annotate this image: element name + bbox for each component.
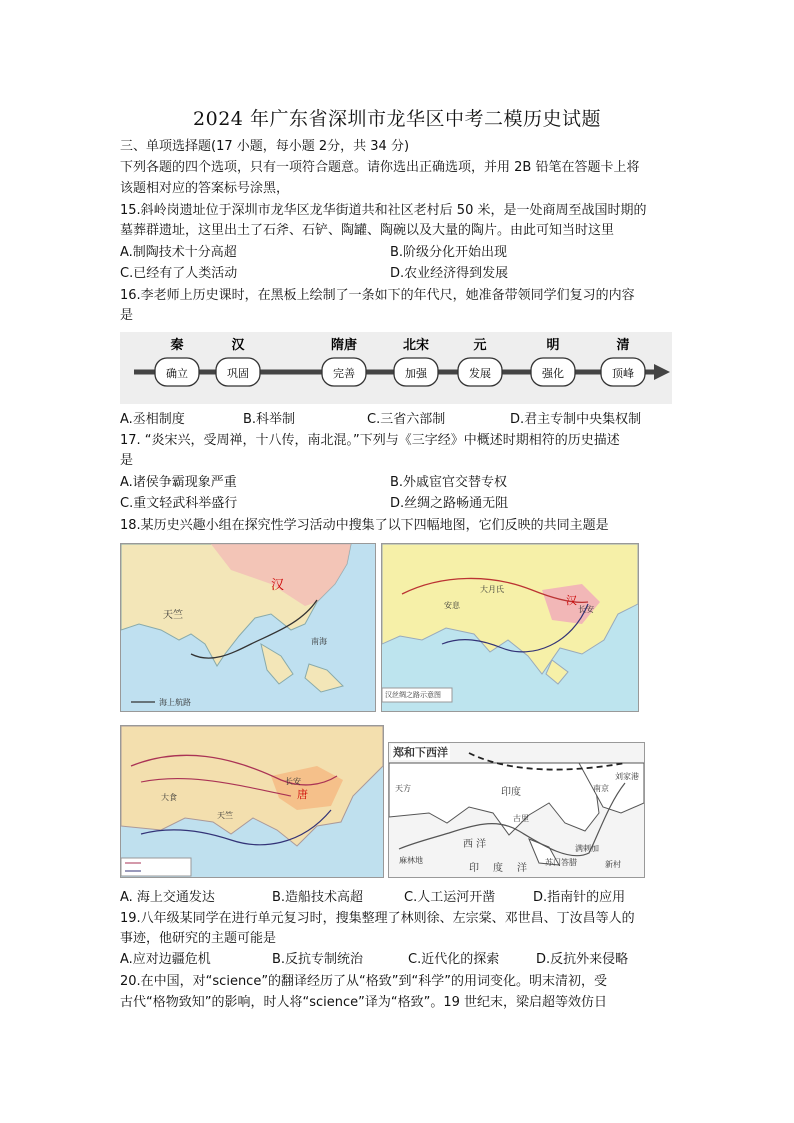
map-sea-route: [120, 543, 376, 712]
map2-caption: 汉丝绸之路示意图: [385, 691, 441, 699]
section-heading: 三、单项选择题(17 小题，每小题 2分，共 34 分): [120, 139, 410, 154]
q19-stem-2: 事迹，他研究的主题可能是: [120, 931, 277, 946]
timeline-dynasty-label: 秦: [170, 338, 184, 353]
map3-label-tang: 唐: [297, 788, 308, 801]
map3-label-dashi: 大食: [161, 793, 177, 802]
q16-option-a: A.丞相制度: [120, 412, 185, 427]
timeline-stage-node: [394, 358, 438, 386]
q20-stem-2: 古代“格物致知”的影响，时人将“science”译为“格致”。19 世纪末，梁启超等效仿日: [120, 995, 607, 1010]
q18-option-d: D.指南针的应用: [533, 890, 626, 905]
q17-option-a: A.诸侯争霸现象严重: [120, 475, 237, 490]
q17-option-d: D.丝绸之路畅通无阻: [390, 496, 509, 511]
q15-stem-2: 墓葬群遗址，这里出土了石斧、石铲、陶罐、陶碗以及大量的陶片。由此可知当时这里: [120, 223, 615, 238]
q18-option-c: C.人工运河开凿: [404, 890, 496, 905]
instructions-line-1: 下列各题的四个选项，只有一项符合题意。请你选出正确选项，并用 2B 铅笔在答题卡上将: [120, 160, 640, 175]
timeline-stage-label: 完善: [333, 367, 355, 380]
map-zheng-he-voyages: [388, 742, 645, 878]
q16-option-d: D.君主专制中央集权制: [510, 412, 642, 427]
timeline-stage-label: 确立: [166, 367, 188, 380]
q19-option-d: D.反抗外来侵略: [536, 952, 629, 967]
timeline-stage-node: [601, 358, 645, 386]
q15-option-d: D.农业经济得到发展: [390, 266, 509, 281]
map4-label-xiyang: 西 洋: [463, 839, 487, 850]
map4-label-sumendala: 苏门答腊: [545, 858, 577, 867]
timeline-stage-label: 强化: [542, 367, 564, 380]
q16-option-b: B.科举制: [243, 412, 296, 427]
map4-label-yindu: 印度: [501, 787, 521, 798]
q19-option-c: C.近代化的探索: [408, 952, 500, 967]
q19-option-a: A.应对边疆危机: [120, 952, 211, 967]
map4-label-guli: 古里: [513, 814, 529, 823]
timeline-stage-node: [458, 358, 502, 386]
q19-stem-1: 19.八年级某同学在进行单元复习时，搜集整理了林则徐、左宗棠、邓世昌、丁汝昌等人的: [120, 911, 635, 926]
timeline-dynasty-label: 元: [473, 338, 487, 353]
map4-label-yang: 洋: [517, 863, 527, 874]
page-title: 2024 年广东省深圳市龙华区中考二模历史试题: [193, 108, 601, 130]
q17-stem-1: 17. “炎宋兴，受周禅，十八传，南北混。”下列与《三字经》中概述时期相符的历史描述: [120, 433, 620, 448]
q15-option-a: A.制陶技术十分高超: [120, 245, 237, 260]
timeline-dynasty-label: 明: [546, 338, 560, 353]
map2-label-dayuezhi: 大月氏: [480, 585, 504, 594]
timeline-dynasty-label: 北宋: [402, 338, 430, 353]
timeline-stage-label: 顶峰: [612, 367, 634, 380]
map2-label-anxi: 安息: [444, 601, 460, 610]
q16-stem-2: 是: [120, 308, 134, 323]
q15-option-c: C.已经有了人类活动: [120, 266, 238, 281]
q16-option-c: C.三省六部制: [367, 412, 446, 427]
map2-label-han: 汉: [566, 594, 577, 607]
map1-label-tianzhu: 天竺: [163, 610, 183, 621]
timeline-stage-label: 发展: [469, 367, 491, 380]
map4-label-nanjing: 南京: [593, 784, 609, 793]
timeline-dynasty-label: 汉: [231, 338, 245, 353]
timeline-dynasty-label: 隋唐: [330, 338, 358, 353]
q17-option-b: B.外戚宦官交替专权: [390, 475, 508, 490]
q19-option-b: B.反抗专制统治: [272, 952, 364, 967]
map4-label-xincun: 新村: [605, 860, 621, 869]
map4-label-du: 度: [493, 863, 503, 874]
map4-label-manlajia: 满剌加: [575, 844, 599, 853]
q15-stem-1: 15.斜岭岗遗址位于深圳市龙华区龙华街道共和社区老村后 50 米，是一处商周至战国时期的: [120, 203, 647, 218]
q20-stem-1: 20.在中国，对“science”的翻译经历了从“格致”到“科学”的用词变化。明末清初，受: [120, 974, 607, 989]
map4-label-malinda: 麻林地: [399, 856, 423, 865]
instructions-line-2: 该题相对应的答案标号涂黑，: [120, 181, 290, 196]
q17-stem-2: 是: [120, 453, 134, 468]
timeline-stage-label: 巩固: [227, 367, 249, 380]
map1-label-nanhai: 南海: [311, 637, 327, 646]
map-tang-routes: [120, 725, 384, 878]
map3-label-tianzhu: 天竺: [217, 811, 233, 820]
timeline-stage-node: [155, 358, 199, 386]
q16-stem-1: 16.李老师上历史课时，在黑板上绘制了一条如下的年代尺，她准备带领同学们复习的内容: [120, 288, 635, 303]
map4-label-yin: 印: [469, 863, 479, 874]
q18-option-b: B.造船技术高超: [272, 890, 364, 905]
timeline-stage-node: [531, 358, 575, 386]
map1-legend: 海上航路: [159, 698, 191, 707]
map1-label-han: 汉: [271, 578, 285, 593]
map3-label-changan: 长安: [285, 777, 301, 786]
map-han-silk-road: [381, 543, 639, 712]
q18-option-a: A. 海上交通发达: [120, 890, 215, 905]
map2-label-changan: 长安: [578, 605, 594, 614]
timeline-stage-label: 加强: [405, 367, 427, 380]
timeline-stage-node: [216, 358, 260, 386]
q18-stem: 18.某历史兴趣小组在探究性学习活动中搜集了以下四幅地图，它们反映的共同主题是: [120, 518, 609, 533]
map4-heading: 郑和下西洋: [393, 746, 448, 759]
timeline-stage-node: [322, 358, 366, 386]
timeline-dynasty-label: 清: [616, 338, 630, 353]
q17-option-c: C.重文轻武科举盛行: [120, 496, 238, 511]
map4-label-tianfang: 天方: [395, 784, 411, 793]
q15-option-b: B.阶级分化开始出现: [390, 245, 508, 260]
map4-label-liujiagang: 刘家港: [615, 772, 639, 781]
timeline-diagram: [120, 332, 672, 404]
